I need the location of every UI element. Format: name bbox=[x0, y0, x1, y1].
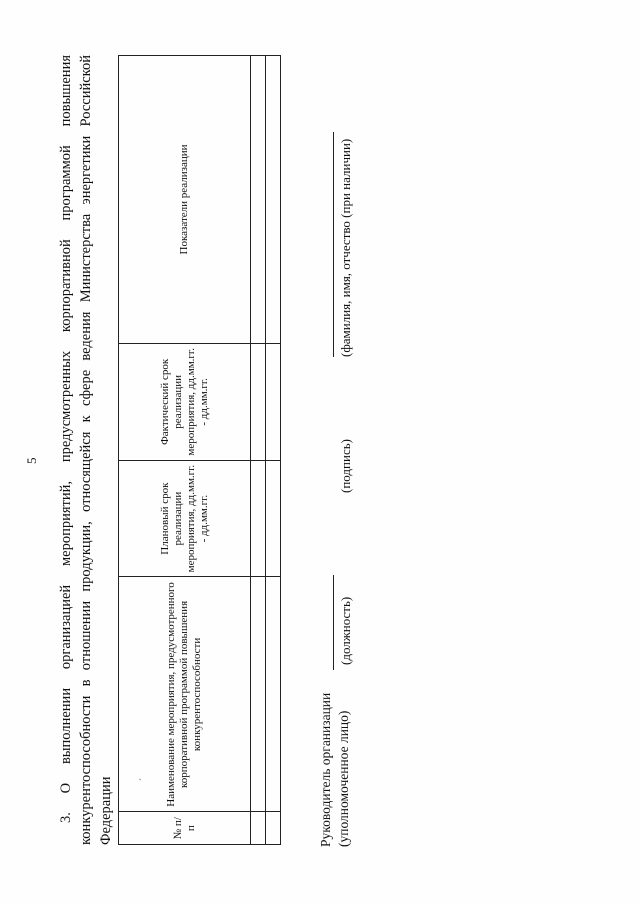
header-indicators: Показатели реализации bbox=[119, 56, 251, 344]
position-line bbox=[333, 575, 334, 670]
signatory-subtitle: (уполномоченное лицо) bbox=[336, 710, 351, 847]
table-cell bbox=[266, 460, 281, 577]
page-number: 5 bbox=[24, 457, 39, 464]
table-row bbox=[266, 56, 281, 845]
table-cell bbox=[266, 812, 281, 845]
table-cell bbox=[251, 343, 266, 460]
table-cell bbox=[251, 56, 266, 344]
heading-line-1: 3. О выполнении организацией мероприятий, предусмотренных корпоративной программой повышения bbox=[58, 55, 74, 823]
name-caption: (фамилия, имя, отчество (при наличии) bbox=[338, 138, 353, 357]
table-cell bbox=[266, 577, 281, 812]
header-planned-term: Плановый срок реализации мероприятия, дд.мм.гг. - дд.мм.гг. bbox=[119, 460, 251, 577]
section-heading bbox=[56, 55, 116, 845]
heading-line-3: Федерации bbox=[98, 776, 114, 845]
table-row bbox=[251, 56, 266, 845]
table-cell bbox=[251, 460, 266, 577]
name-line bbox=[333, 132, 334, 357]
signature-caption: (подпись) bbox=[338, 439, 353, 493]
heading-line-2: конкурентоспособности в отношении продукции, относящейся к сфере ведения Министерства энергетики Российской bbox=[78, 55, 94, 845]
position-caption: (должность) bbox=[338, 596, 353, 665]
table-header-row bbox=[119, 56, 251, 845]
scan-mark: ´ bbox=[138, 778, 148, 781]
table-cell bbox=[251, 812, 266, 845]
table-cell bbox=[266, 56, 281, 344]
signatory-title: Руководитель организации bbox=[318, 692, 333, 847]
table-cell bbox=[251, 577, 266, 812]
header-number: № п/п bbox=[119, 812, 251, 845]
header-actual-term: Фактический срок реализации мероприятия, дд.мм.гг. - дд.мм.гг. bbox=[119, 343, 251, 460]
header-activity-name: Наименование мероприятия, предусмотренного корпоративной программой повышения конкурентоспособности bbox=[119, 577, 251, 812]
table-cell bbox=[266, 343, 281, 460]
activities-table bbox=[118, 55, 281, 845]
